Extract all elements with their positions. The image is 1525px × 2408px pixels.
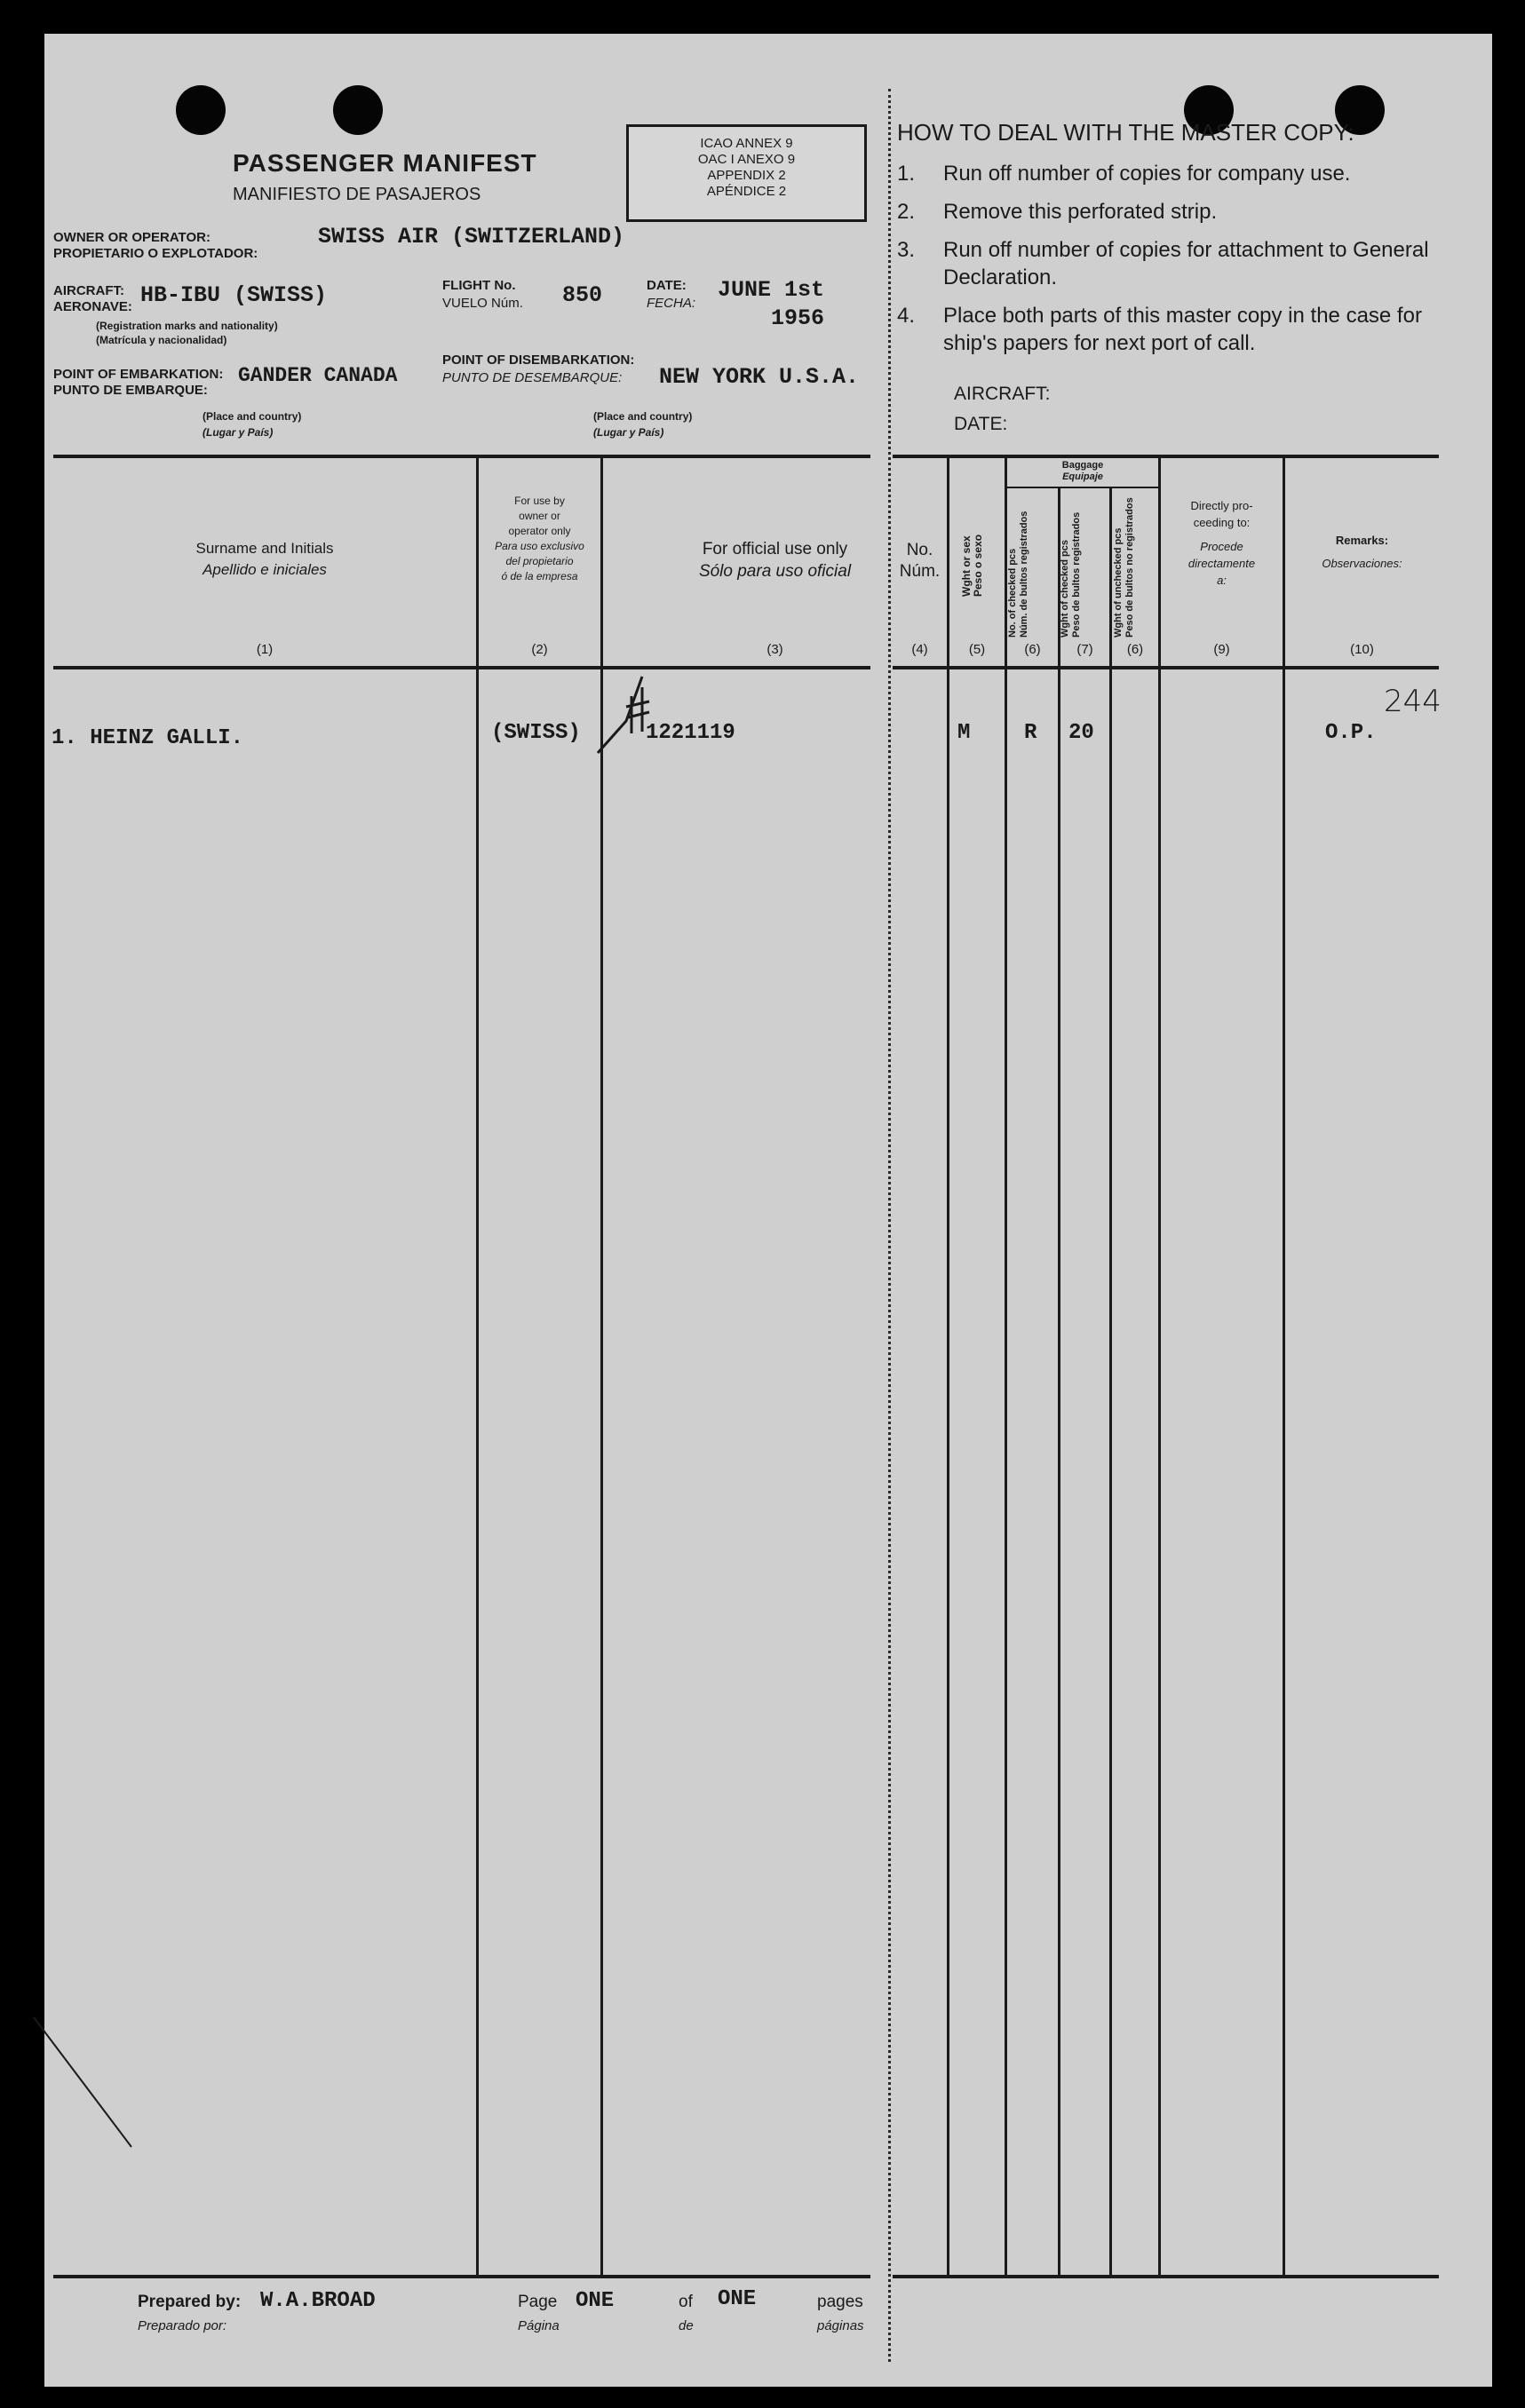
instruction-item	[897, 198, 1430, 226]
col-number: (7)	[1076, 642, 1093, 657]
baggage-header-rule	[1006, 487, 1159, 488]
col2-line: For use by	[514, 495, 565, 507]
instruction-num: 3.	[897, 238, 916, 262]
col2-line: owner or	[519, 510, 560, 522]
disembark-note-es: (Lugar y País)	[593, 426, 664, 439]
owner-label: OWNER OR OPERATOR:	[53, 230, 210, 245]
instructions-date-label: DATE:	[954, 414, 1008, 434]
col-number: (9)	[1213, 642, 1230, 657]
col7-header	[1060, 512, 1083, 638]
col-number: (5)	[968, 642, 986, 657]
col4-header-es: Núm.	[899, 562, 941, 581]
col6-header-es: Núm. de bultos registrados	[1019, 511, 1029, 638]
col-number: (1)	[256, 642, 274, 657]
aircraft-note: (Registration marks and nationality)	[96, 320, 278, 332]
icao-line: ICAO ANNEX 9	[700, 136, 793, 151]
col3-header-en: For official use only	[702, 540, 848, 558]
instruction-item	[897, 302, 1430, 357]
flight-value: 850	[562, 282, 603, 308]
col4-header-en: No.	[906, 541, 933, 559]
date-value-2: 1956	[771, 305, 825, 331]
baggage-header	[1007, 460, 1158, 483]
prepared-label: Prepared by:	[138, 2293, 242, 2311]
instructions-aircraft-label: AIRCRAFT:	[954, 384, 1051, 404]
pages-label: pages	[817, 2293, 863, 2311]
col10-header-es: Observaciones:	[1322, 557, 1402, 570]
passenger-nationality: (SWISS)	[491, 721, 581, 745]
passenger-remarks: O.P.	[1325, 721, 1377, 745]
instruction-text: Run off number of copies for company use.	[943, 162, 1351, 186]
column-divider	[1058, 487, 1060, 2277]
column-divider	[476, 456, 479, 2277]
col-number: (10)	[1350, 642, 1374, 657]
table-top-rule	[893, 455, 1439, 458]
icao-box	[626, 124, 867, 222]
column-divider	[1005, 456, 1007, 2277]
col1-header	[53, 538, 476, 581]
perforation-line	[888, 89, 891, 2362]
col6-header-en: No. of checked pcs	[1007, 548, 1018, 638]
col1-header-es: Apellido e iniciales	[203, 561, 327, 578]
col5-header	[961, 535, 984, 597]
col9-line: Directly pro-	[1190, 499, 1253, 512]
table-top-rule	[53, 455, 870, 458]
handwritten-number: 244	[1384, 684, 1442, 719]
punch-hole	[333, 85, 383, 135]
col-number: (3)	[766, 642, 783, 657]
embark-label-es: PUNTO DE EMBARQUE:	[53, 383, 208, 398]
col9-line: Procede	[1200, 540, 1243, 553]
table-header-rule	[893, 666, 1439, 669]
col9-header	[1161, 497, 1283, 589]
instructions-list	[897, 160, 1430, 357]
baggage-header-es: Equipaje	[1062, 471, 1103, 482]
col2-line: operator only	[508, 525, 571, 537]
passenger-name: 1. HEINZ GALLI.	[52, 726, 244, 750]
col5-header-en: Wght or sex	[960, 535, 973, 597]
passenger-sex: M	[957, 721, 971, 745]
disembark-value: NEW YORK U.S.A.	[659, 364, 860, 390]
col9-line: directamente	[1187, 557, 1256, 570]
embark-value: GANDER CANADA	[238, 364, 398, 387]
page-label: Page	[518, 2293, 558, 2311]
date-value-1: JUNE 1st	[718, 277, 825, 303]
aircraft-note-es: (Matrícula y nacionalidad)	[96, 334, 227, 346]
col10-header-en: Remarks:	[1335, 534, 1389, 547]
page-subtitle: MANIFIESTO DE PASAJEROS	[233, 185, 481, 204]
col2-line: del propietario	[505, 555, 574, 567]
instruction-item	[897, 160, 1430, 187]
col8-header-es: Peso de bultos no registrados	[1124, 497, 1135, 638]
col-number: (6)	[1024, 642, 1041, 657]
instruction-text: Place both parts of this master copy in the case for ship's papers for next port of call.	[943, 304, 1422, 355]
instruction-num: 2.	[897, 200, 916, 224]
col6-header	[1007, 511, 1030, 638]
owner-value: SWISS AIR (SWITZERLAND)	[318, 224, 625, 250]
aircraft-label: AIRCRAFT:	[53, 283, 124, 298]
of-label: of	[679, 2293, 693, 2311]
embark-note: (Place and country)	[203, 410, 302, 423]
instruction-num: 4.	[897, 304, 916, 328]
disembark-label-es: PUNTO DE DESEMBARQUE:	[442, 370, 623, 385]
col5-header-es: Peso o sexo	[972, 534, 984, 597]
table-bottom-rule	[53, 2275, 870, 2278]
icao-line: OAC I ANEXO 9	[697, 152, 796, 167]
date-label: DATE:	[647, 278, 687, 293]
of-label-es: de	[679, 2318, 694, 2333]
col9-line: a:	[1217, 574, 1227, 587]
table-header-rule	[53, 666, 870, 669]
col7-header-es: Peso de bultos registrados	[1071, 511, 1082, 638]
aircraft-label-es: AERONAVE:	[53, 299, 132, 314]
instructions-title: HOW TO DEAL WITH THE MASTER COPY:	[897, 119, 1354, 146]
passenger-checked-pcs: R	[1024, 721, 1037, 745]
punch-hole	[176, 85, 226, 135]
margin-stroke	[32, 2016, 139, 2158]
col2-line: Para uso exclusivo	[495, 540, 584, 552]
disembark-label: POINT OF DISEMBARKATION:	[442, 352, 635, 368]
date-label-es: FECHA:	[647, 296, 696, 311]
col4-header	[893, 540, 947, 582]
icao-line: APPENDIX 2	[707, 168, 786, 183]
prepared-value: W.A.BROAD	[260, 2289, 376, 2313]
col2-line: ó de la empresa	[501, 570, 578, 582]
page-title: PASSENGER MANIFEST	[233, 149, 537, 177]
disembark-note: (Place and country)	[593, 410, 693, 423]
column-divider	[947, 456, 949, 2277]
baggage-header-en: Baggage	[1061, 460, 1104, 471]
aircraft-value: HB-IBU (SWISS)	[140, 282, 328, 308]
flight-label-es: VUELO Núm.	[442, 296, 523, 311]
page-value: ONE	[576, 2289, 615, 2313]
prepared-label-es: Preparado por:	[138, 2318, 227, 2333]
col2-header	[479, 494, 600, 584]
passenger-checked-weight: 20	[1068, 721, 1094, 745]
col-number: (2)	[531, 642, 548, 657]
col8-header	[1113, 497, 1136, 638]
column-divider	[1283, 456, 1285, 2277]
table-bottom-rule	[893, 2275, 1439, 2278]
instruction-text: Remove this perforated strip.	[943, 200, 1218, 224]
embark-note-es: (Lugar y País)	[203, 426, 274, 439]
flight-label: FLIGHT No.	[442, 278, 516, 293]
col-number: (4)	[911, 642, 928, 657]
instruction-item	[897, 236, 1430, 291]
passenger-ticket-number: 1221119	[646, 721, 735, 745]
col1-header-en: Surname and Initials	[195, 540, 334, 557]
instruction-text: Run off number of copies for attachment to General Declaration.	[943, 238, 1429, 289]
column-divider	[1109, 487, 1112, 2277]
col-number: (6)	[1126, 642, 1144, 657]
embark-label: POINT OF EMBARKATION:	[53, 367, 224, 382]
of-value: ONE	[718, 2287, 757, 2311]
col7-header-en: Wght of checked pcs	[1060, 539, 1070, 638]
column-divider	[1158, 456, 1161, 2277]
pages-label-es: páginas	[817, 2318, 864, 2333]
icao-line: APÉNDICE 2	[706, 184, 787, 199]
page-label-es: Página	[518, 2318, 560, 2333]
col8-header-en: Wght of unchecked pcs	[1113, 527, 1124, 638]
col9-line: ceeding to:	[1193, 516, 1251, 529]
owner-label-es: PROPIETARIO O EXPLOTADOR:	[53, 246, 258, 261]
col10-header	[1285, 529, 1439, 575]
col3-header-es: Sólo para uso oficial	[698, 562, 852, 581]
instruction-num: 1.	[897, 162, 916, 186]
